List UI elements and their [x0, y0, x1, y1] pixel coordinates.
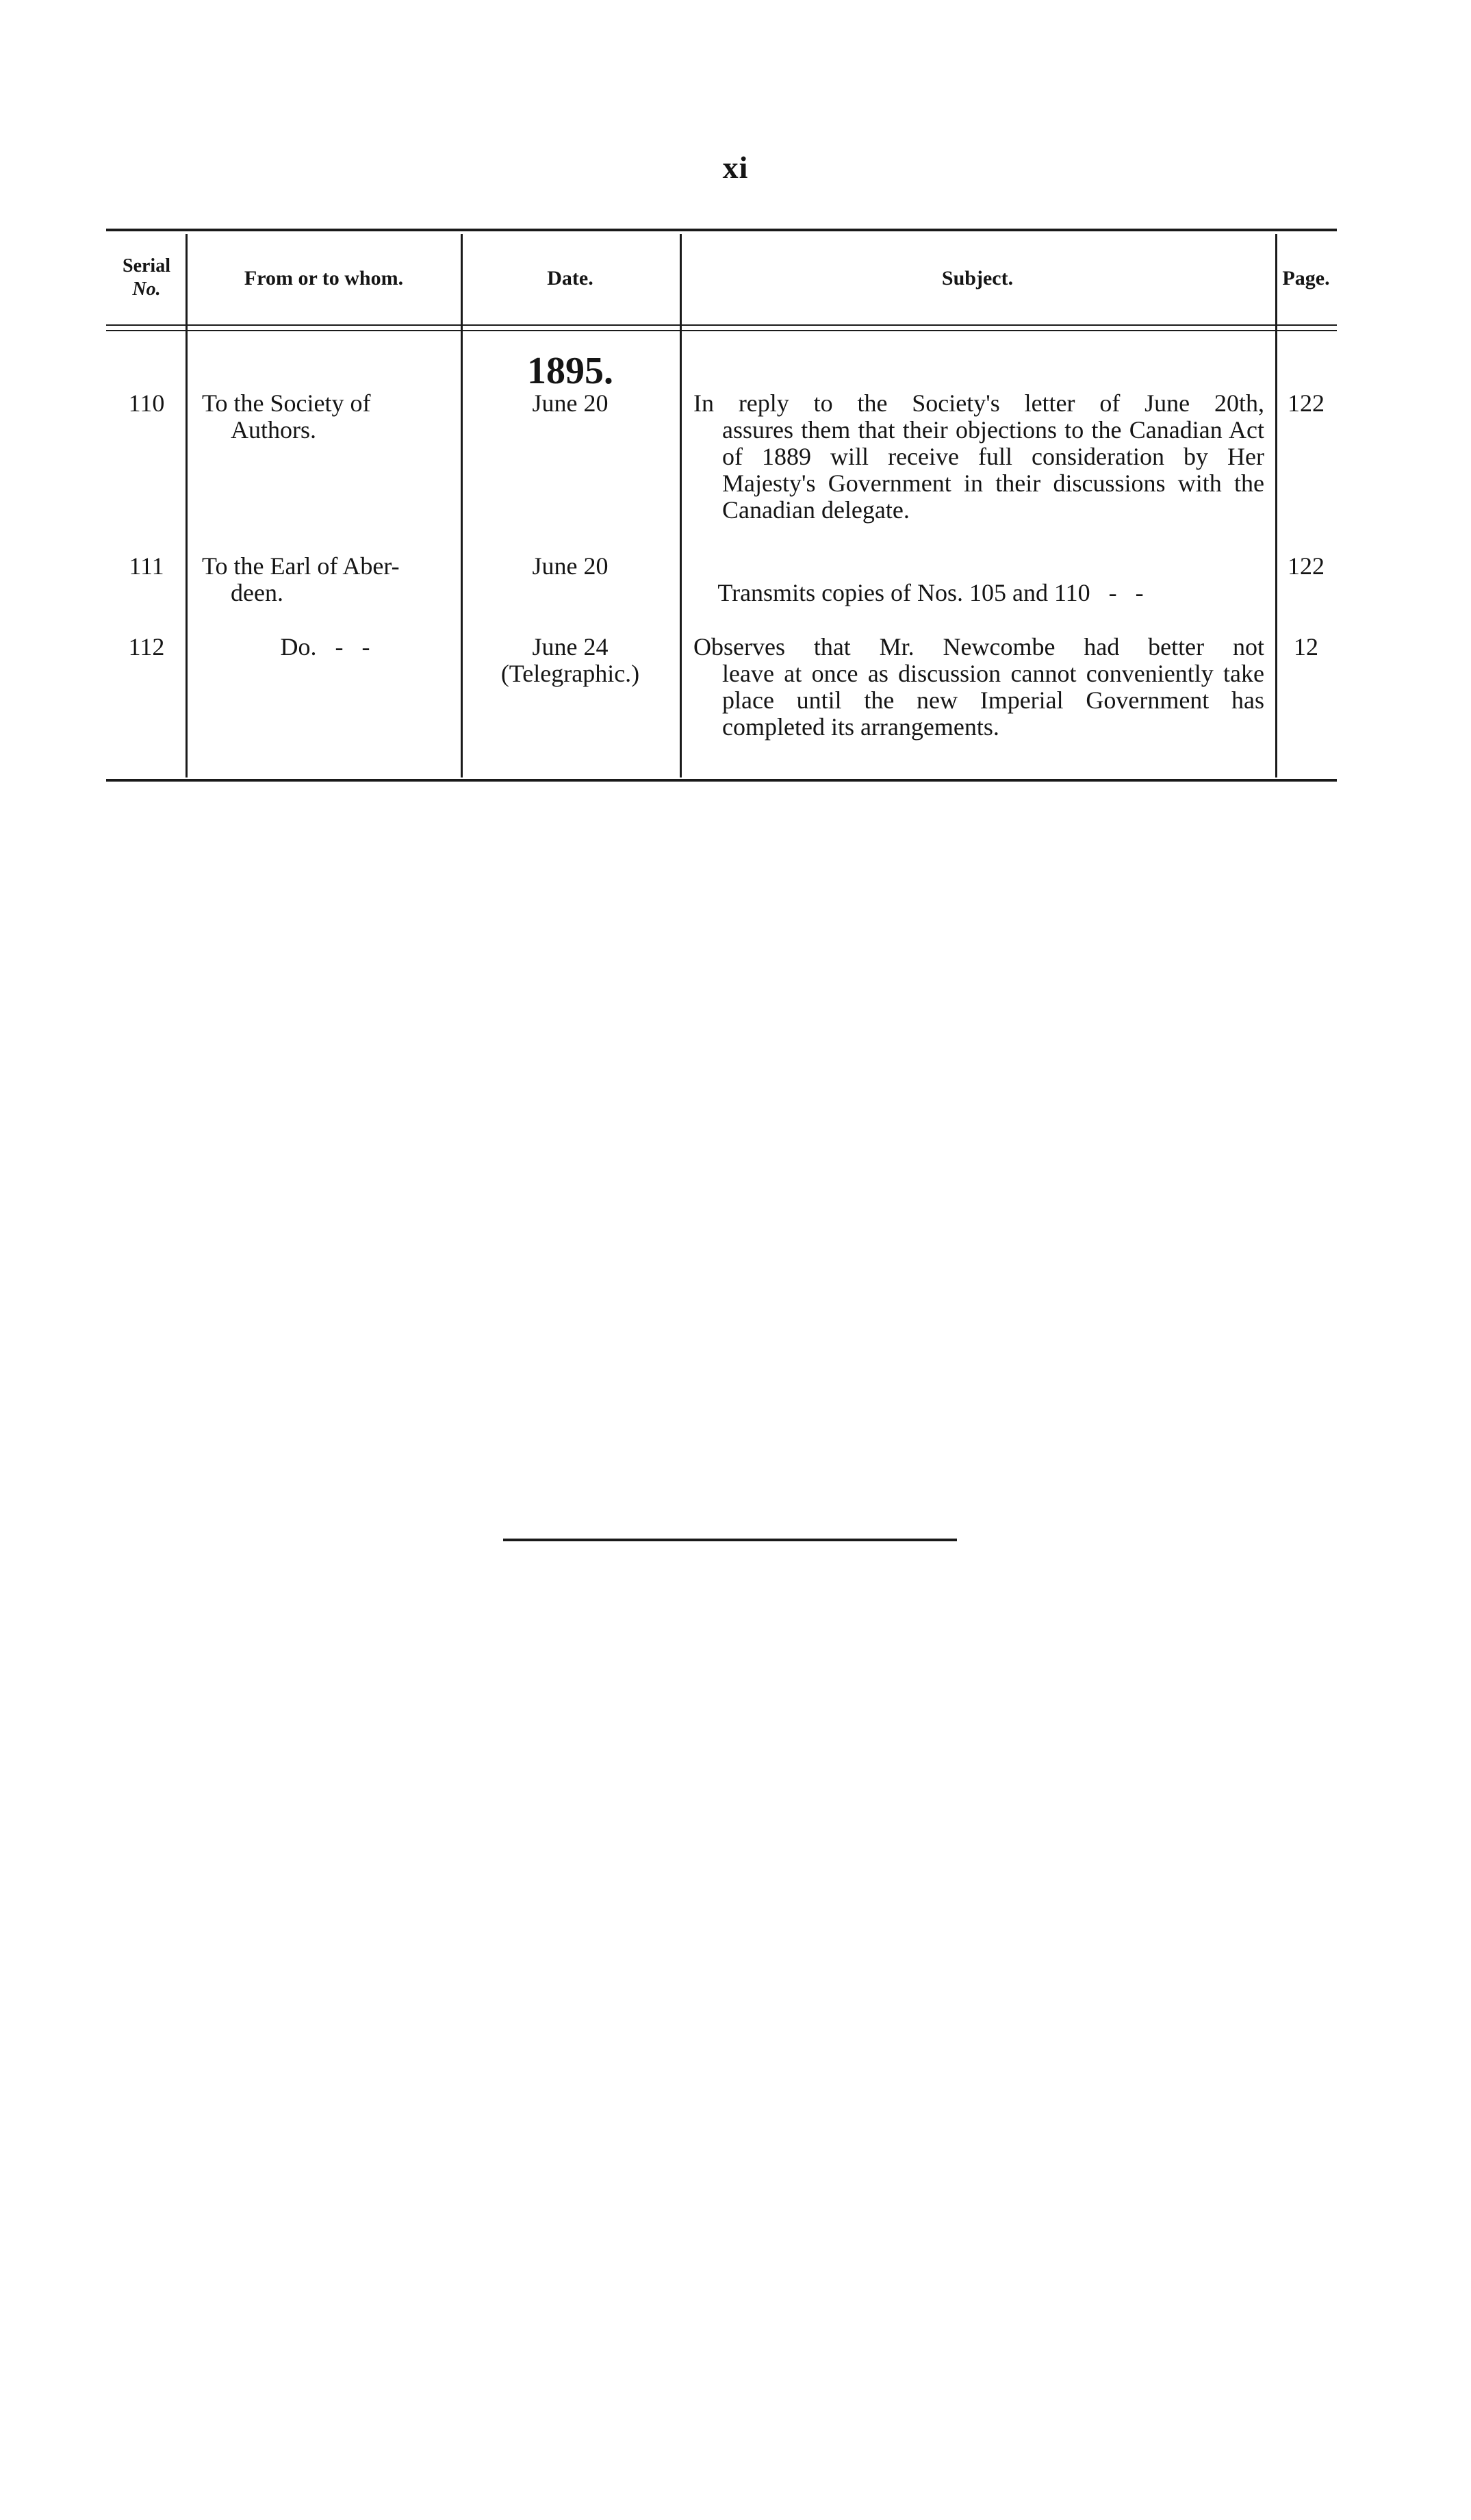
header-serial-line2: No.	[132, 279, 161, 300]
header-from-or-to-whom: From or to whom.	[244, 267, 404, 290]
row-110-page: 122	[1288, 389, 1325, 417]
row-112-from: Do. - -	[280, 633, 370, 660]
row-112-subject-rest: leave at once as discussion cannot conveniently take place until the new Imperial Government has completed its arrangements.	[722, 660, 1264, 741]
row-110-from	[202, 390, 448, 443]
column-divider	[1275, 234, 1277, 777]
row-111-from-line1: To the Earl of Aber-	[202, 552, 400, 580]
section-end-rule	[503, 1539, 957, 1541]
table-bottom-rule	[106, 779, 1337, 782]
row-110-subject-rest: assures them that their objections to the Canadian Act of 1889 will receive full consideration by Her Majesty's Government in their discussions with the Canadian delegate.	[722, 416, 1264, 524]
row-111-from	[202, 553, 448, 606]
row-111-subject	[693, 553, 1264, 633]
row-111-page: 122	[1288, 552, 1325, 580]
row-111-from-line2: deen.	[231, 579, 283, 606]
row-112-date-line2: (Telegraphic.)	[500, 660, 640, 687]
row-110-serial: 110	[128, 389, 165, 417]
index-table	[106, 229, 1337, 783]
header-date: Date.	[547, 267, 593, 290]
row-111-serial: 111	[129, 552, 164, 580]
page-number: xi	[722, 150, 749, 185]
row-112-subject-line1: Observes that Mr. Newcombe had better not	[693, 633, 1264, 660]
row-112-serial: 112	[128, 633, 165, 660]
header-page: Page.	[1282, 267, 1330, 290]
row-112-date-line1: June 24	[532, 633, 609, 660]
column-divider	[186, 234, 188, 777]
year-label: 1895.	[527, 350, 613, 392]
row-110-from-line2: Authors.	[231, 416, 316, 443]
row-111-subject-line1: Transmits copies of Nos. 105 and 110 - -	[717, 579, 1144, 606]
header-serial-line1: Serial	[123, 255, 170, 277]
row-110-date: June 20	[532, 389, 609, 417]
row-110-subject-line1: In reply to the Society's letter of June 20th,	[693, 389, 1264, 417]
row-112-date	[461, 634, 680, 687]
row-110-from-line1: To the Society of	[202, 389, 371, 417]
row-111-date: June 20	[532, 552, 609, 580]
header-rule-double	[106, 330, 1337, 331]
row-112-subject	[693, 634, 1264, 741]
header-rule	[106, 324, 1337, 326]
row-112-page: 12	[1294, 633, 1318, 660]
table-top-rule	[106, 229, 1337, 231]
header-serial-no	[106, 255, 187, 301]
header-subject: Subject.	[941, 267, 1014, 290]
row-110-subject	[693, 390, 1264, 524]
column-divider	[680, 234, 682, 777]
column-divider	[461, 234, 463, 777]
